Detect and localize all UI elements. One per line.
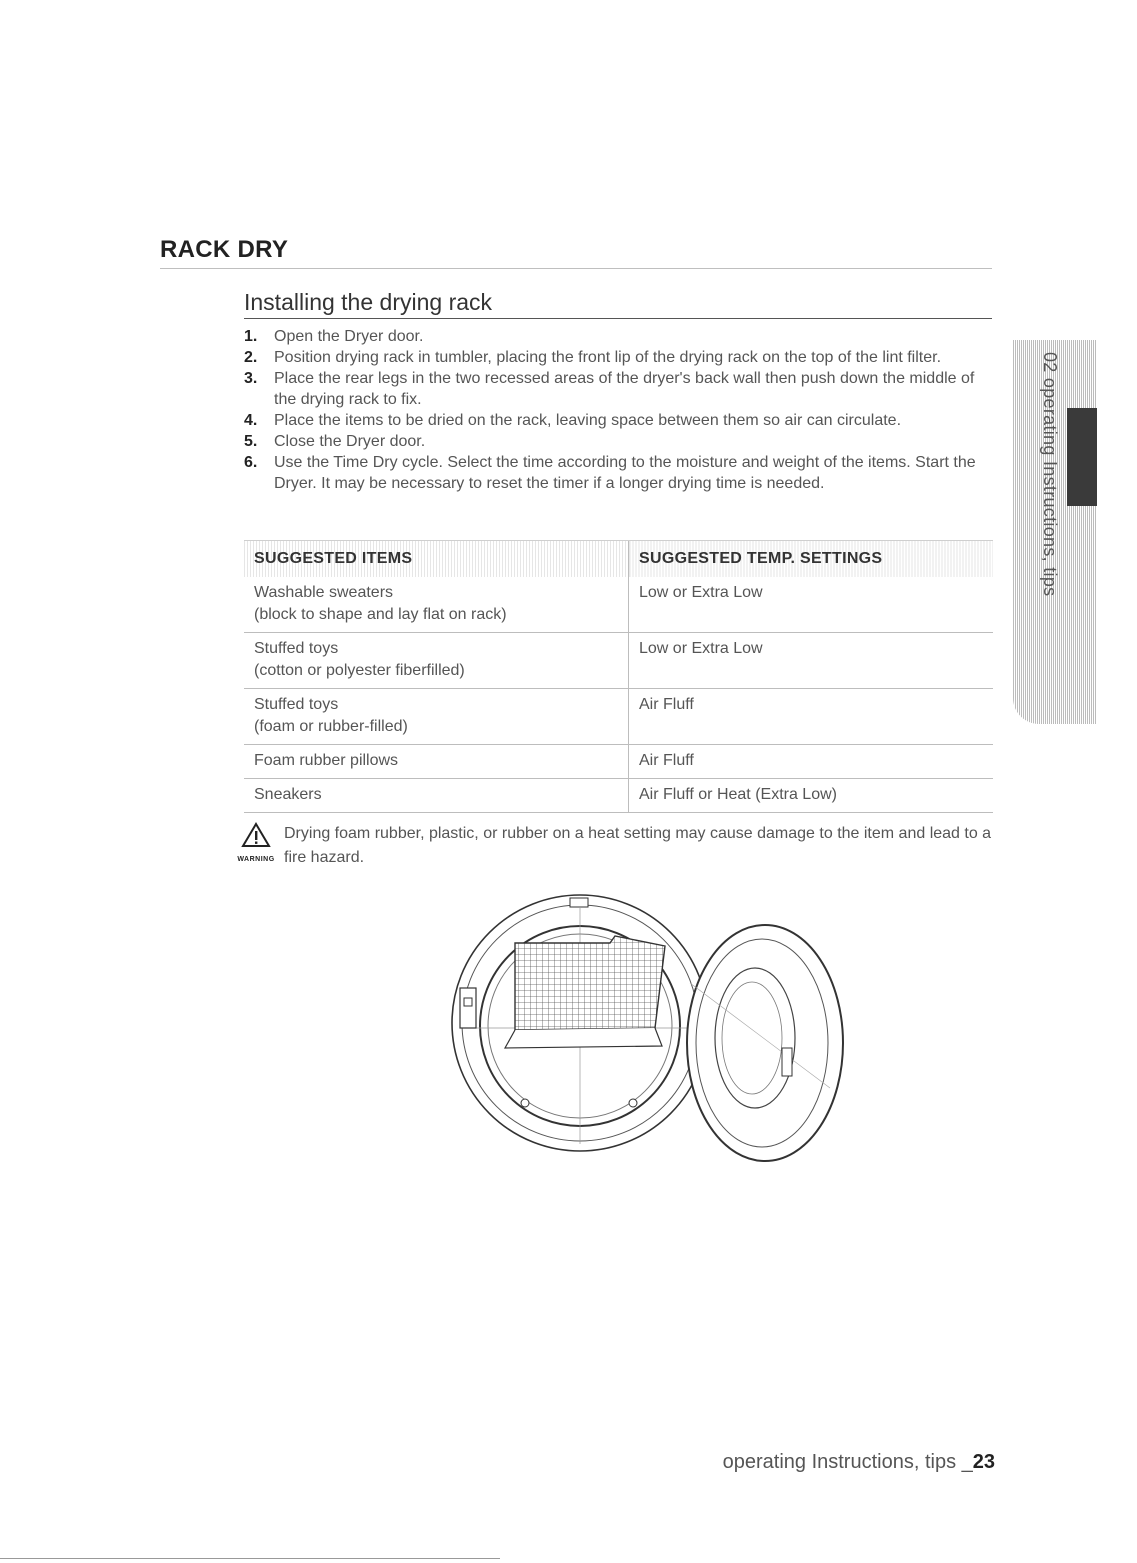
step-text: Place the rear legs in the two recessed areas of the dryer's back wall then push down the middle of the drying rack to fix. [274,370,975,408]
step-number: 3. [244,370,258,387]
step-number: 4. [244,412,258,429]
setting-cell: Low or Extra Low [629,577,994,633]
step-item [244,347,984,368]
bottom-rule [0,1558,500,1559]
item-cell [244,633,629,689]
step-number: 5. [244,433,258,450]
step-item [244,410,984,431]
step-item [244,452,984,494]
step-item [244,368,984,410]
table-row [244,745,993,779]
warning-triangle-icon [241,822,271,848]
step-number: 1. [244,328,258,345]
item-cell [244,779,629,813]
chapter-side-tab [1013,340,1097,724]
setting-cell: Low or Extra Low [629,633,994,689]
column-header-items: SUGGESTED ITEMS [244,541,629,578]
setting-cell: Air Fluff [629,689,994,745]
warning-note [230,822,1000,870]
subsection-title: Installing the drying rack [244,289,992,319]
item-cell [244,745,629,779]
step-item [244,326,984,347]
table-header-row [244,541,993,578]
dryer-drum-rack-illustration [440,888,870,1168]
setting-cell: Air Fluff or Heat (Extra Low) [629,779,994,813]
step-number: 6. [244,454,258,471]
warning-badge [230,822,282,872]
table-row [244,779,993,813]
suggested-items-table [244,540,993,813]
item-cell [244,577,629,633]
step-item [244,431,984,452]
item-cell [244,689,629,745]
item-name: Foam rubber pillows [254,752,399,769]
item-name: Stuffed toys [254,640,339,657]
side-tab-label: 02 operating Instructions, tips [1040,352,1060,597]
item-name: Stuffed toys [254,696,339,713]
side-tab-marker [1067,408,1097,506]
step-text: Position drying rack in tumbler, placing the front lip of the drying rack on the top of the lint filter. [274,349,942,366]
table-row [244,633,993,689]
step-text: Place the items to be dried on the rack, leaving space between them so air can circulate. [274,412,902,429]
section-title: RACK DRY [160,236,992,269]
steps-list [244,326,984,494]
item-note: (block to shape and lay flat on rack) [254,606,507,623]
step-number: 2. [244,349,258,366]
page-footer [723,1451,995,1474]
item-name: Washable sweaters [254,584,394,601]
warning-text: Drying foam rubber, plastic, or rubber on a heat setting may cause damage to the item and lead to a fire hazard. [284,825,992,866]
footer-text: operating Instructions, tips _ [722,1451,973,1473]
column-header-settings: SUGGESTED TEMP. SETTINGS [629,541,994,578]
table-row [244,689,993,745]
warning-label: WARNING [237,856,275,863]
page-number: 23 [972,1451,995,1473]
step-text: Close the Dryer door. [274,433,426,450]
step-text: Open the Dryer door. [274,328,424,345]
step-text: Use the Time Dry cycle. Select the time according to the moisture and weight of the items. Start the Dryer. It may be necessary to reset the timer if a longer drying time is needed. [274,454,976,492]
table-row [244,577,993,633]
item-note: (cotton or polyester fiberfilled) [254,662,465,679]
item-name: Sneakers [254,786,322,803]
item-note: (foam or rubber-filled) [254,718,408,735]
setting-cell: Air Fluff [629,745,994,779]
